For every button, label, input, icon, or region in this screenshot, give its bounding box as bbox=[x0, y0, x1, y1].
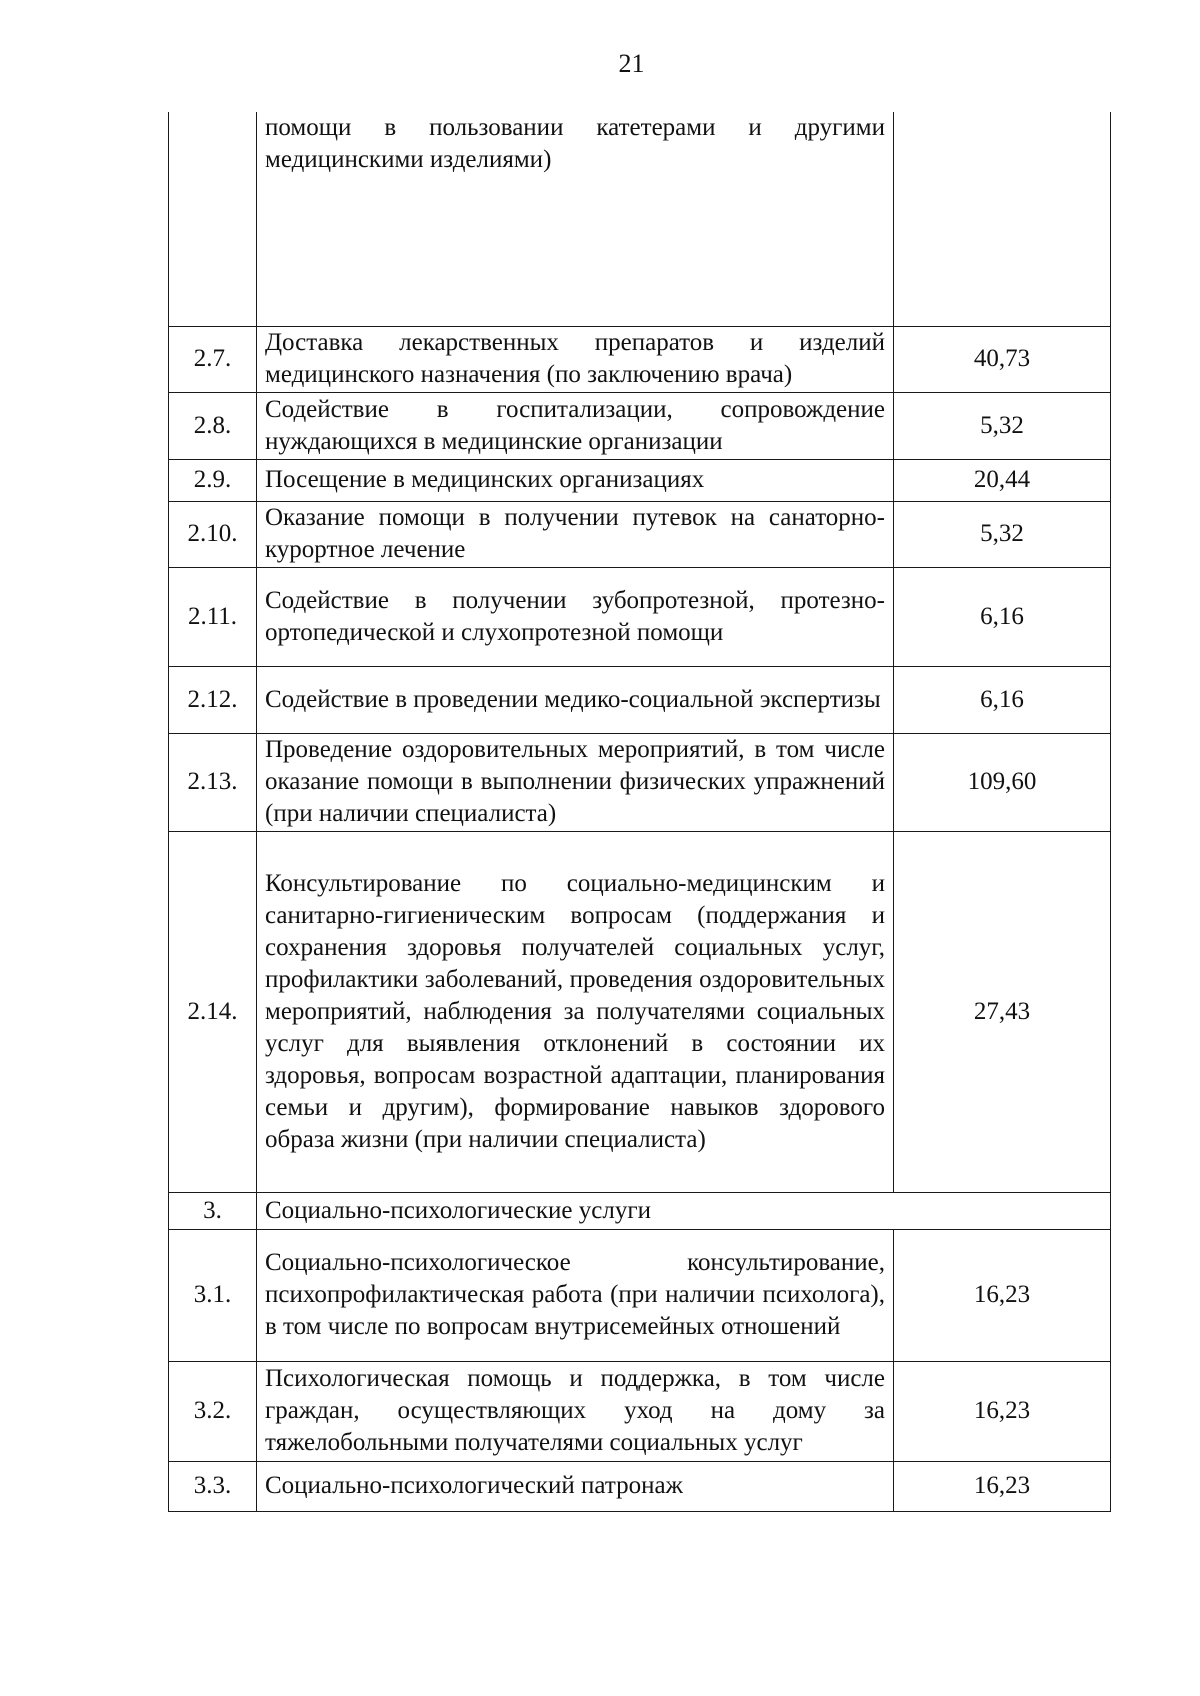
table-row bbox=[169, 459, 1111, 501]
service-name: Посещение в медицинских организациях bbox=[257, 459, 894, 501]
row-number: 2.9. bbox=[169, 459, 257, 501]
service-price: 6,16 bbox=[894, 567, 1111, 666]
table-row bbox=[169, 831, 1111, 1192]
table-row bbox=[169, 733, 1111, 831]
service-name: Социально-психологический патронаж bbox=[257, 1461, 894, 1511]
row-number: 2.14. bbox=[169, 831, 257, 1192]
table-row bbox=[169, 1461, 1111, 1511]
section-header-row bbox=[169, 1192, 1111, 1229]
service-price: 109,60 bbox=[894, 733, 1111, 831]
row-number: 2.7. bbox=[169, 326, 257, 392]
service-name: Содействие в проведении медико-социальной экспертизы bbox=[257, 666, 894, 733]
service-name: Психологическая помощь и поддержка, в том числе граждан, осуществляющих уход на дому за тяжелобольными получателями социальных услуг bbox=[257, 1361, 894, 1461]
table-row bbox=[169, 1361, 1111, 1461]
service-name: Оказание помощи в получении путевок на санаторно-курортное лечение bbox=[257, 501, 894, 567]
service-price: 5,32 bbox=[894, 392, 1111, 459]
table-row bbox=[169, 392, 1111, 459]
service-name: Социально-психологическое консультирование, психопрофилактическая работа (при наличии психолога), в том числе по вопросам внутрисемейных отношений bbox=[257, 1229, 894, 1361]
service-price: 16,23 bbox=[894, 1229, 1111, 1361]
table-row bbox=[169, 501, 1111, 567]
row-number: 2.8. bbox=[169, 392, 257, 459]
row-number: 2.11. bbox=[169, 567, 257, 666]
section-title: Социально-психологические услуги bbox=[257, 1192, 1111, 1229]
service-price: 27,43 bbox=[894, 831, 1111, 1192]
service-price: 20,44 bbox=[894, 459, 1111, 501]
page-number: 21 bbox=[618, 49, 645, 78]
service-price: 5,32 bbox=[894, 501, 1111, 567]
service-name: Содействие в получении зубопротезной, протезно-ортопедической и слухопротезной помощи bbox=[257, 567, 894, 666]
service-price: 16,23 bbox=[894, 1461, 1111, 1511]
service-name: Доставка лекарственных препаратов и изделий медицинского назначения (по заключению врача) bbox=[257, 326, 894, 392]
row-number: 2.13. bbox=[169, 733, 257, 831]
service-price: 16,23 bbox=[894, 1361, 1111, 1461]
section-number: 3. bbox=[169, 1192, 257, 1229]
services-price-table bbox=[168, 112, 1111, 1512]
row-number: 2.12. bbox=[169, 666, 257, 733]
table-row bbox=[169, 112, 1111, 326]
service-price: 6,16 bbox=[894, 666, 1111, 733]
service-price bbox=[894, 112, 1111, 326]
service-name: Содействие в госпитализации, сопровождение нуждающихся в медицинские организации bbox=[257, 392, 894, 459]
service-name: Консультирование по социально-медицинским и санитарно-гигиеническим вопросам (поддержания и сохранения здоровья получателей социальных услуг, профилактики заболеваний, проведения оздоровительных мероприятий, наблюдения за получателями социальных услуг для выявления отклонений в состоянии их здоровья, вопросам возрастной адаптации, планирования семьи и другим), формирование навыков здорового образа жизни (при наличии специалиста) bbox=[257, 831, 894, 1192]
table-row bbox=[169, 666, 1111, 733]
service-name: помощи в пользовании катетерами и другими медицинскими изделиями) bbox=[257, 112, 894, 326]
table-row bbox=[169, 326, 1111, 392]
table-row bbox=[169, 1229, 1111, 1361]
service-price: 40,73 bbox=[894, 326, 1111, 392]
row-number bbox=[169, 112, 257, 326]
table-row bbox=[169, 567, 1111, 666]
row-number: 3.1. bbox=[169, 1229, 257, 1361]
service-name: Проведение оздоровительных мероприятий, в том числе оказание помощи в выполнении физических упражнений (при наличии специалиста) bbox=[257, 733, 894, 831]
row-number: 3.3. bbox=[169, 1461, 257, 1511]
row-number: 2.10. bbox=[169, 501, 257, 567]
row-number: 3.2. bbox=[169, 1361, 257, 1461]
